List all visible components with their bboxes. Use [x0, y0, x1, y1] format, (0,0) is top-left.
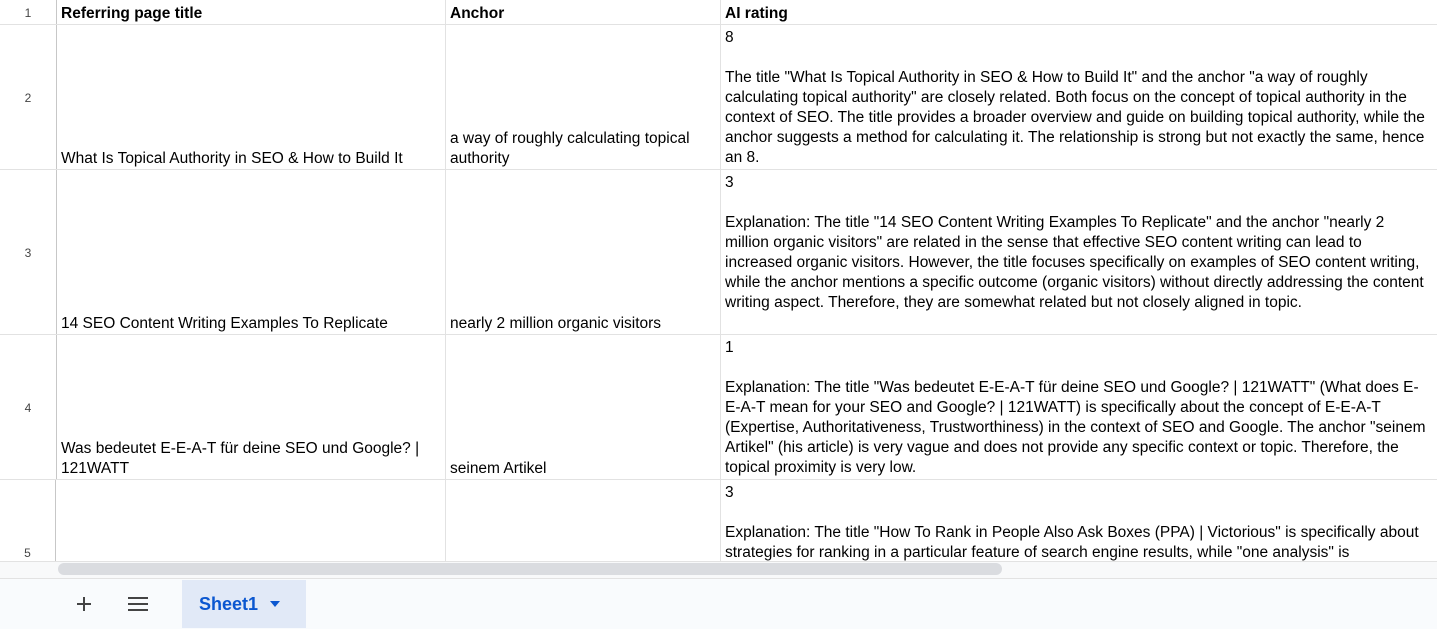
plus-icon	[76, 596, 92, 612]
cell-anchor[interactable]	[446, 25, 721, 170]
cell-ai-rating[interactable]: 1 Explanation: The title "Was bedeutet E-E-A-T für deine SEO und Google? | 121WATT" (What does E-E-A-T mean for your SEO and Google? | 121WATT) is specifically about the concept of E-E-A-T (Expertise, Authoritativeness, Trustworthiness) in the context of SEO and Google. The anchor "seinem Artikel" (his article) is very vague and does not provide any specific context or topic. Therefore, the topical proximity is very low.	[725, 339, 1426, 476]
header-cell-ai-rating[interactable]: AI rating	[725, 5, 788, 22]
cell-text: 14 SEO Content Writing Examples To Replicate	[61, 315, 388, 332]
sheet-tab-label: Sheet1	[199, 593, 259, 614]
cell-ai-rating[interactable]: 3 Explanation: The title "How To Rank in People Also Ask Boxes (PPA) | Victorious" is specifically about strategies for ranking in a particular feature of search engine results, while "one analysis" is	[725, 484, 1419, 561]
cell-anchor[interactable]	[446, 335, 721, 480]
cell-text: What Is Topical Authority in SEO & How to Build It	[61, 150, 403, 167]
cell-text: seinem Artikel	[450, 460, 547, 477]
row-number[interactable]: 1	[0, 0, 57, 25]
row-number[interactable]: 4	[0, 335, 57, 480]
caret-down-icon[interactable]	[270, 601, 280, 607]
header-cell-anchor[interactable]: Anchor	[446, 0, 721, 25]
cell-ai-rating[interactable]: 3 Explanation: The title "14 SEO Content Writing Examples To Replicate" and the anchor "nearly 2 million organic visitors" are related in the sense that effective SEO content writing can lead to increased organic visitors. However, the title focuses specifically on examples of SEO content writing, while the anchor mentions a specific outcome (organic visitors) without directly addressing the content writing aspect. Therefore, they are somewhat related but not closely aligned in topic.	[725, 174, 1424, 311]
table-row	[0, 25, 1437, 170]
cell-ai-rating[interactable]: 8 The title "What Is Topical Authority in SEO & How to Build It" and the anchor "a way of roughly calculating topical authority" are closely related. Both focus on the concept of topical authority in the context of SEO. The title provides a broader overview and guide on building topical authority, while the anchor suggests a method for calculating it. The relationship is strong but not exactly the same, hence an 8.	[725, 29, 1425, 166]
header-cell-referring-page-title[interactable]: Referring page title	[57, 0, 446, 25]
cell-anchor[interactable]	[446, 170, 721, 335]
tab-sheet1[interactable]	[182, 580, 306, 628]
add-sheet-button[interactable]	[70, 590, 98, 618]
cell-referring-page-title[interactable]	[57, 170, 446, 335]
table-row	[0, 335, 1437, 480]
cell-text: nearly 2 million organic visitors	[450, 315, 662, 332]
hamburger-icon	[128, 597, 148, 611]
header-row	[0, 0, 1437, 25]
cell-text: Was bedeutet E-E-A-T für deine SEO und Google? | 121WATT	[61, 440, 420, 477]
table-row	[0, 170, 1437, 335]
row-number-text: 5	[24, 546, 31, 560]
row-number[interactable]: 2	[0, 25, 57, 170]
cell-text: a way of roughly calculating topical authority	[450, 130, 690, 167]
cell-referring-page-title[interactable]	[57, 25, 446, 170]
row-number[interactable]: 3	[0, 170, 57, 335]
all-sheets-button[interactable]	[124, 590, 152, 618]
cell-referring-page-title[interactable]	[57, 335, 446, 480]
horizontal-scrollbar-thumb[interactable]	[58, 563, 1002, 575]
